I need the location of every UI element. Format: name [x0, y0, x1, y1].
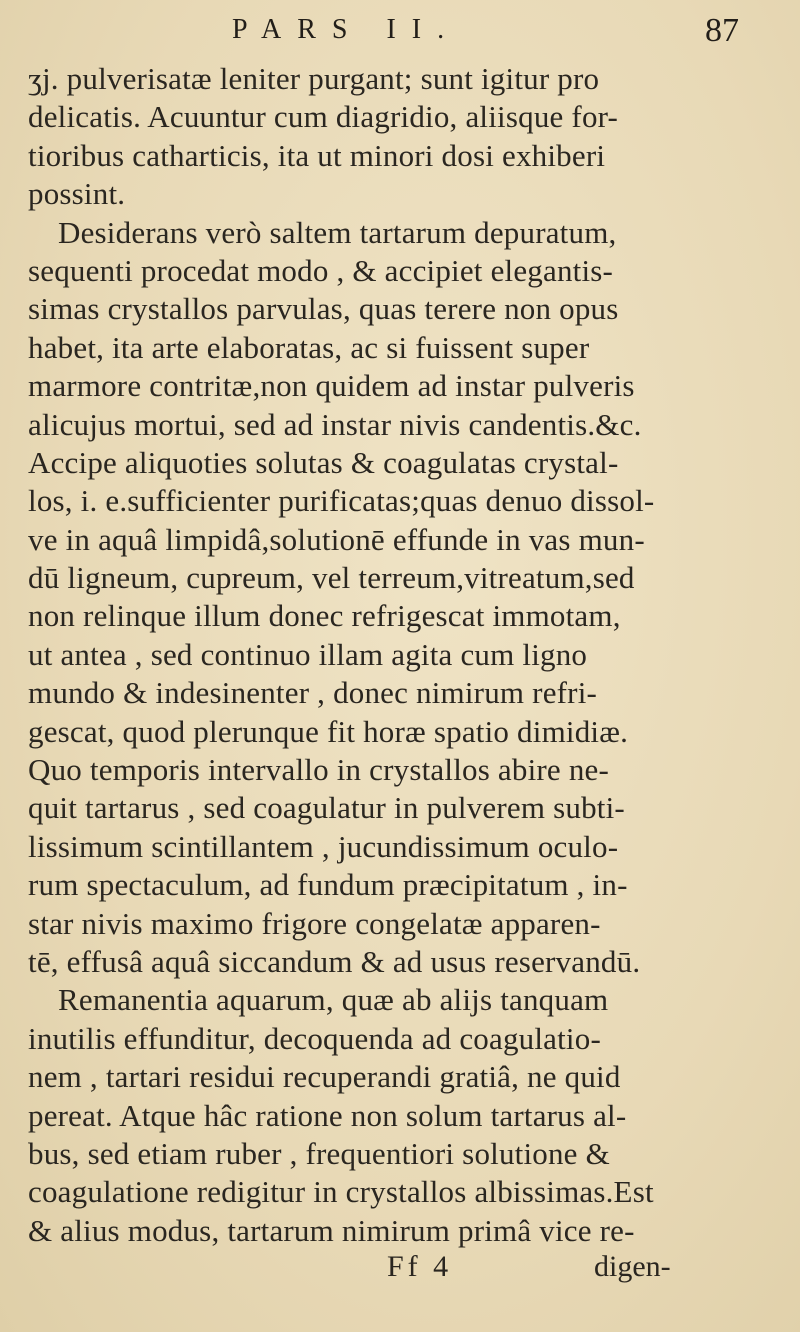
text-line: bus, sed etiam ruber , frequentiori solutione &: [28, 1135, 610, 1171]
page-header: [0, 8, 800, 58]
text-line: non relinque illum donec refrigescat immotam,: [28, 598, 621, 634]
text-line: los, i. e.sufficienter purificatas;quas denuo dissol-: [28, 483, 655, 519]
text-line: mundo & indesinenter , donec nimirum refri-: [28, 675, 598, 711]
text-line: tioribus catharticis, ita ut minori dosi exhiberi: [28, 137, 606, 173]
text-line: inutilis effunditur, decoquenda ad coagulatio-: [28, 1020, 601, 1056]
text-line: star nivis maximo frigore congelatæ apparen-: [28, 905, 601, 941]
text-line: rum spectaculum, ad fundum præcipitatum , in-: [28, 867, 628, 903]
text-line: ve in aquâ limpidâ,solutionē effunde in vas mun-: [28, 521, 645, 557]
text-line: Remanentia aquarum, quæ ab alijs tanquam: [58, 982, 609, 1018]
page-number: 87: [705, 12, 739, 49]
text-line: gescat, quod plerunque fit horæ spatio dimidiæ.: [28, 713, 629, 749]
text-line: tē, effusâ aquâ siccandum & ad usus reservandū.: [28, 943, 641, 979]
catchword: digen-: [594, 1250, 671, 1283]
text-line: possint.: [28, 176, 126, 212]
text-line: pereat. Atque hâc ratione non solum tartarus al-: [28, 1097, 627, 1133]
text-line: marmore contritæ,non quidem ad instar pulveris: [28, 368, 635, 404]
text-line: habet, ita arte elaboratas, ac si fuissent super: [28, 329, 590, 365]
running-head: PARS II.: [232, 14, 461, 45]
signature-mark: Ff 4: [387, 1250, 453, 1283]
text-line: coagulatione redigitur in crystallos albissimas.Est: [28, 1174, 654, 1210]
text-line: Accipe aliquoties solutas & coagulatas crystal-: [28, 444, 619, 480]
text-line: delicatis. Acuuntur cum diagridio, aliisque for-: [28, 99, 619, 135]
text-line: alicujus mortui, sed ad instar nivis candentis.&c.: [28, 406, 642, 442]
text-line: quit tartarus , sed coagulatur in pulverem subti-: [28, 790, 625, 826]
text-line: & alius modus, tartarum nimirum primâ vice re-: [28, 1212, 635, 1248]
text-line: lissimum scintillantem , jucundissimum oculo-: [28, 828, 619, 864]
text-line: simas crystallos parvulas, quas terere non opus: [28, 291, 619, 327]
text-line: Desiderans verò saltem tartarum depuratum,: [58, 214, 617, 250]
body-text: [28, 60, 788, 1250]
text-line: Quo temporis intervallo in crystallos abire ne-: [28, 752, 610, 788]
text-line: ʒj. pulverisatæ leniter purgant; sunt igitur pro: [28, 61, 600, 96]
page-footer: [0, 1250, 800, 1290]
text-line: dū ligneum, cupreum, vel terreum,vitreatum,sed: [28, 560, 635, 596]
text-line: ut antea , sed continuo illam agita cum ligno: [28, 636, 588, 672]
text-line: nem , tartari residui recuperandi gratiâ, ne quid: [28, 1059, 621, 1095]
text-line: sequenti procedat modo , & accipiet elegantis-: [28, 252, 614, 288]
